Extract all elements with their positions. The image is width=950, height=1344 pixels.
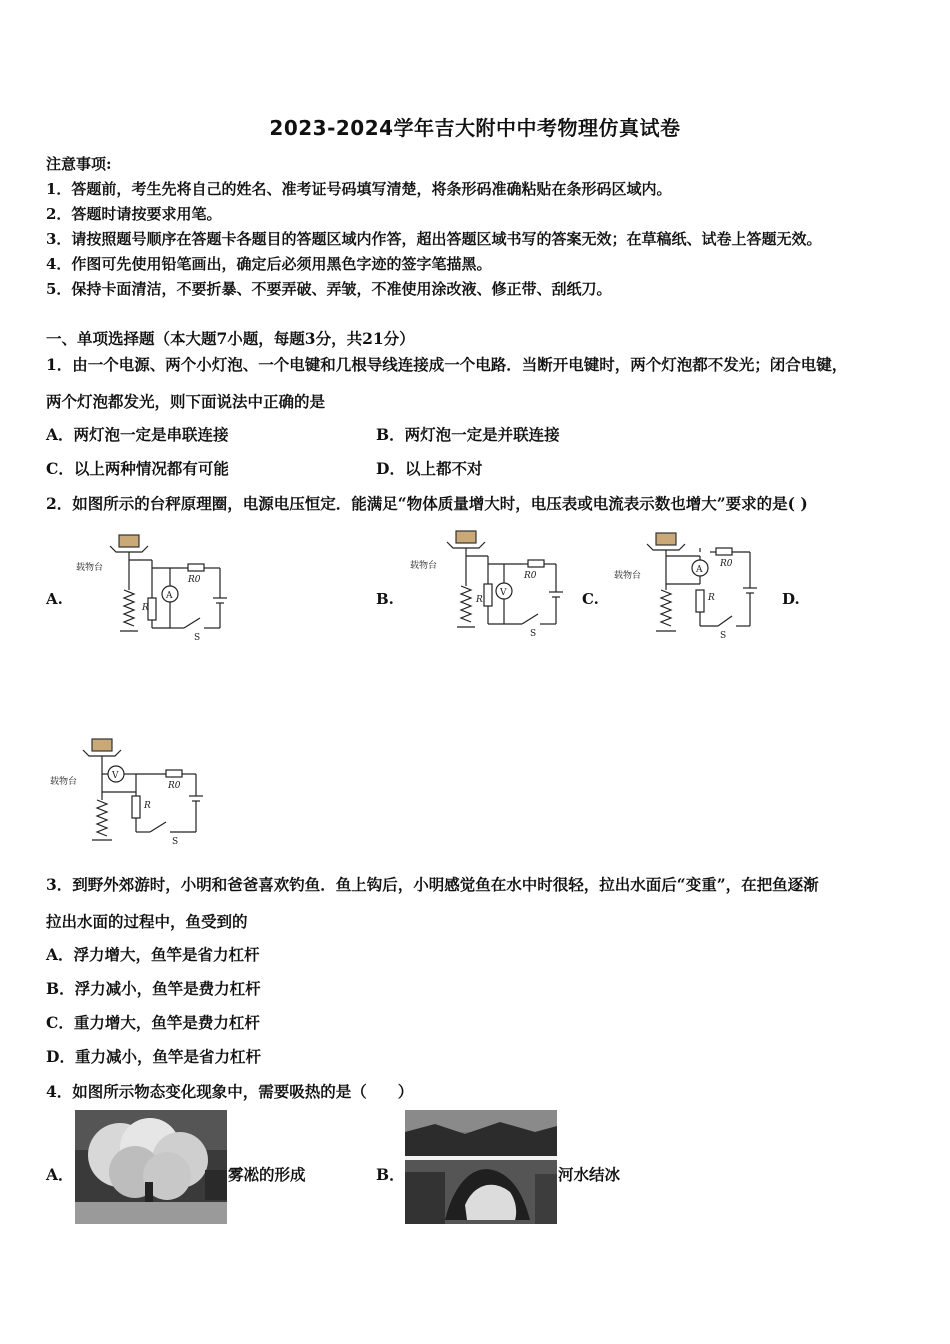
switch-label: S (172, 837, 179, 847)
q1-option-a: A．两灯泡一定是串联连接 (46, 425, 229, 444)
notice-item: 5．保持卡面清洁，不要折暴、不要弄破、弄皱，不准使用涂改液、修正带、刮纸刀。 (46, 280, 612, 298)
question-1-stem-cont: 两个灯泡都发光，则下面说法中正确的是 (46, 392, 326, 411)
q1-option-b: B．两灯泡一定是并联连接 (376, 425, 560, 444)
notice-item: 1．答题前，考生先将自己的姓名、准考证号码填写清楚，将条形码准确粘贴在条形码区域内。 (46, 180, 672, 198)
resistor-r0-label: R0 (720, 559, 733, 569)
switch-label: S (530, 629, 537, 639)
q3-option-d: D．重力减小，鱼竿是省力杠杆 (46, 1047, 261, 1066)
river-ice-photo (405, 1110, 557, 1224)
q3-option-b: B．浮力减小，鱼竿是费力杠杆 (46, 979, 261, 998)
notice-item: 4．作图可先使用铅笔画出，确定后必须用黑色字迹的签字笔描黑。 (46, 255, 492, 273)
notice-heading: 注意事项: (46, 155, 112, 173)
resistor-r0-label: R0 (168, 781, 181, 791)
q1-option-c: C．以上两种情况都有可能 (46, 459, 229, 478)
circuit-diagram-b (400, 526, 570, 641)
platform-label: 载物台 (614, 571, 642, 581)
voltmeter-label: V (112, 771, 119, 781)
section-heading: 一、单项选择题（本大题7小题，每题3分，共21分） (46, 329, 415, 348)
page-title: 2023-2024学年吉大附中中考物理仿真试卷 (269, 116, 681, 140)
notice-item: 3．请按照题号顺序在答题卡各题目的答题区域内作答，超出答题区域书写的答案无效；在草稿纸、试卷上答题无效。 (46, 230, 822, 248)
q4-option-b-caption: 河水结冰 (558, 1165, 621, 1184)
q2-option-c-label: C. (582, 590, 599, 608)
rime-photo (75, 1110, 227, 1224)
q2-option-d-label: D. (782, 590, 800, 608)
q1-option-d: D．以上都不对 (376, 459, 483, 478)
platform-label: 载物台 (76, 563, 104, 573)
switch-label: S (720, 631, 727, 641)
resistor-r-label: R (476, 595, 483, 605)
q2-option-b-label: B. (376, 590, 394, 608)
switch-label: S (194, 633, 201, 643)
platform-label: 载物台 (410, 561, 438, 571)
q4-option-a-label: A． (46, 1165, 74, 1184)
resistor-r0-label: R0 (524, 571, 537, 581)
q3-option-a: A．浮力增大，鱼竿是省力杠杆 (46, 945, 260, 964)
q2-option-a-label: A. (46, 590, 63, 608)
circuit-diagram-d (46, 734, 216, 849)
question-4-stem: 4．如图所示物态变化现象中，需要吸热的是（ ） (46, 1082, 414, 1101)
q4-option-a-caption: 雾凇的形成 (228, 1165, 306, 1184)
question-3-stem-cont: 拉出水面的过程中，鱼受到的 (46, 912, 248, 931)
notice-item: 2．答题时请按要求用笔。 (46, 205, 222, 223)
circuit-diagram-a (72, 530, 242, 645)
q3-option-c: C．重力增大，鱼竿是费力杠杆 (46, 1013, 260, 1032)
resistor-r0-label: R0 (188, 575, 201, 585)
platform-label: 载物台 (50, 777, 78, 787)
resistor-r-label: R (144, 801, 151, 811)
question-3-stem: 3．到野外郊游时，小明和爸爸喜欢钓鱼．鱼上钩后，小明感觉鱼在水中时很轻，拉出水面后“变重”，在把鱼逐渐 (46, 875, 819, 894)
q4-option-b-label: B． (376, 1165, 405, 1184)
question-1-stem: 1．由一个电源、两个小灯泡、一个电键和几根导线连接成一个电路．当断开电键时，两个灯泡都不发光；闭合电键， (46, 355, 848, 374)
circuit-diagram-c (610, 528, 780, 643)
resistor-r-label: R (142, 603, 149, 613)
question-2-stem: 2．如图所示的台秤原理圈，电源电压恒定．能满足“物体质量增大时，电压表或电流表示数也增大”要求的是( ) (46, 494, 808, 513)
ammeter-label: A (166, 591, 173, 601)
resistor-r-label: R (708, 593, 715, 603)
voltmeter-label: V (500, 588, 507, 598)
ammeter-label: A (696, 565, 703, 575)
